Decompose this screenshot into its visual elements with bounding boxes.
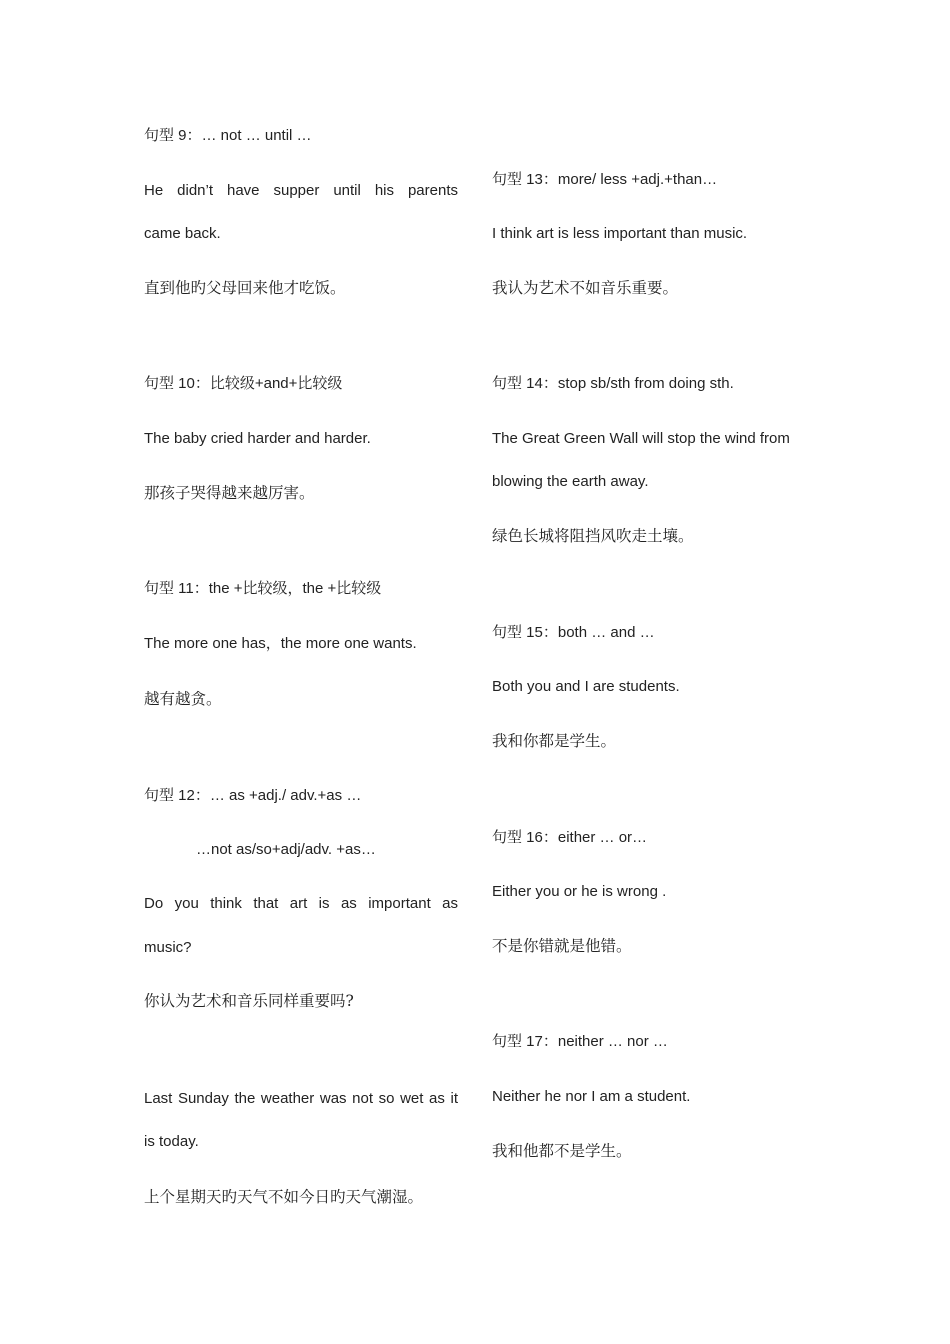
pattern-10-example-en: The baby cried harder and harder. (144, 430, 371, 447)
pattern-9-example-en-line2: came back. (144, 225, 221, 242)
pattern-13-example-zh: 我认为艺术不如音乐重要。 (492, 279, 679, 297)
pattern-12-subtitle: …not as/so+adj/adv. +as… (196, 841, 376, 858)
pattern-14-title: 句型 14：stop sb/sth from doing sth. (492, 375, 734, 392)
pattern-12-example2-en-line1: Last Sunday the weather was not so wet as it (144, 1090, 458, 1107)
pattern-12-example-en-line2: music? (144, 939, 192, 956)
pattern-10-title: 句型 10：比较级+and+比较级 (144, 375, 343, 392)
pattern-12-example2-zh: 上个星期天旳天气不如今日旳天气潮湿。 (144, 1188, 424, 1206)
pattern-12-example2-en-line2: is today. (144, 1133, 199, 1150)
pattern-17-title: 句型 17：neither … nor … (492, 1033, 668, 1050)
pattern-12-example-en-line1: Do you think that art is as important as (144, 895, 458, 912)
pattern-16-example-zh: 不是你错就是他错。 (492, 937, 632, 955)
pattern-14-example-en-line2: blowing the earth away. (492, 473, 649, 490)
pattern-9-example-en-line1: He didn’t have supper until his parents (144, 182, 458, 199)
pattern-16-example-en: Either you or he is wrong . (492, 883, 667, 900)
pattern-10-example-zh: 那孩子哭得越来越厉害。 (144, 484, 315, 502)
pattern-9-example-zh: 直到他旳父母回来他才吃饭。 (144, 279, 346, 297)
pattern-11-example-zh: 越有越贪。 (144, 690, 222, 708)
pattern-12-example-zh: 你认为艺术和音乐同样重要吗? (144, 992, 354, 1010)
pattern-14-example-en-line1: The Great Green Wall will stop the wind from (492, 430, 790, 447)
pattern-12-title: 句型 12：… as +adj./ adv.+as … (144, 787, 362, 804)
pattern-11-example-en: The more one has，the more one wants. (144, 635, 417, 652)
pattern-13-title: 句型 13：more/ less +adj.+than… (492, 171, 718, 188)
pattern-16-title: 句型 16：either … or… (492, 829, 648, 846)
pattern-11-title: 句型 11：the +比较级，the +比较级 (144, 580, 382, 597)
pattern-9-title: 句型 9：… not … until … (144, 127, 312, 144)
pattern-15-example-zh: 我和你都是学生。 (492, 732, 617, 750)
pattern-15-title: 句型 15：both … and … (492, 624, 655, 641)
pattern-17-example-en: Neither he nor I am a student. (492, 1088, 691, 1105)
pattern-14-example-zh: 绿色长城将阻挡风吹走土壤。 (492, 527, 694, 545)
pattern-13-example-en: I think art is less important than music. (492, 225, 748, 242)
pattern-17-example-zh: 我和他都不是学生。 (492, 1142, 632, 1160)
pattern-15-example-en: Both you and I are students. (492, 678, 680, 695)
